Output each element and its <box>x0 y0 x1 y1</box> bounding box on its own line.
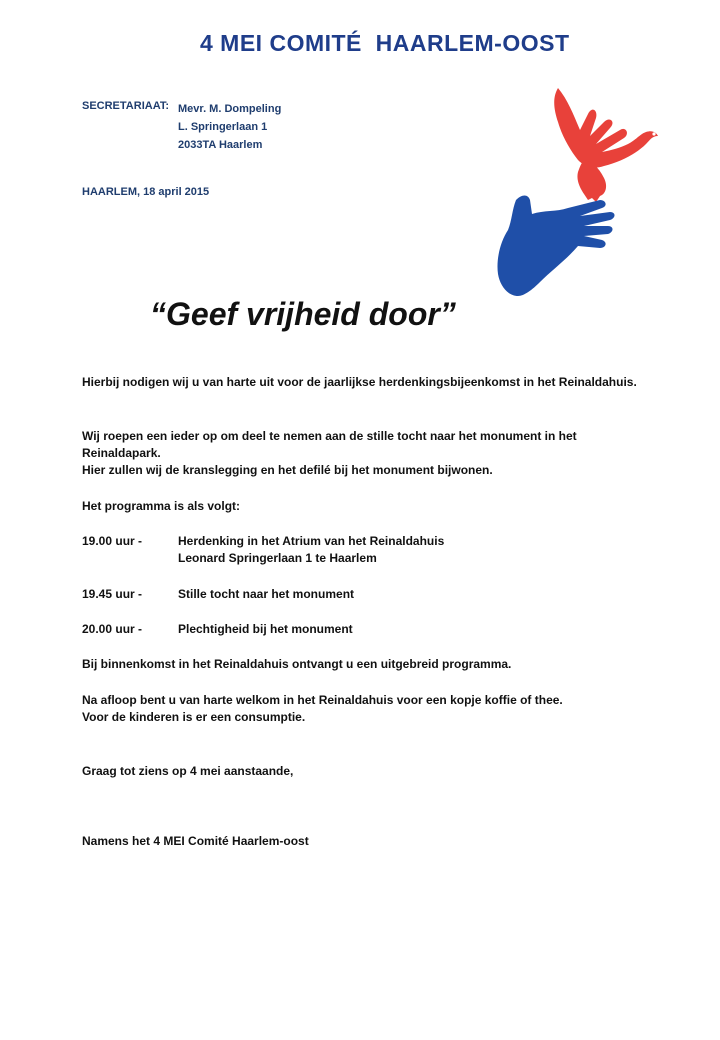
after-paragraph <box>82 692 642 726</box>
call-text-1: Wij roepen een ieder op om deel te nemen aan de stille tocht naar het monument in het Reinaldapark. <box>82 429 577 460</box>
program-time: 20.00 uur - <box>82 622 143 636</box>
secretariat-address <box>178 100 281 154</box>
dove-hands-icon <box>480 70 680 320</box>
after-text-1: Na afloop bent u van harte welkom in het Reinaldahuis voor een kopje koffie of thee. <box>82 693 563 707</box>
invite-text: Hierbij nodigen wij u van harte uit voor de jaarlijkse herdenkingsbijeenkomst in het Reinaldahuis. <box>82 375 637 389</box>
call-text-2: Hier zullen wij de kranslegging en het defilé bij het monument bijwonen. <box>82 463 493 477</box>
signature-line: Namens het 4 MEI Comité Haarlem-oost <box>82 834 309 848</box>
address-line-street: L. Springerlaan 1 <box>178 121 268 133</box>
slogan: “Geef vrijheid door” <box>150 296 456 332</box>
program-time: 19.45 uur - <box>82 587 143 601</box>
program-desc: Stille tocht naar het monument <box>178 587 355 601</box>
invite-paragraph <box>82 374 642 391</box>
program-time: 19.00 uur - <box>82 534 143 548</box>
address-line-name: Mevr. M. Dompeling <box>178 103 282 115</box>
call-paragraph <box>82 428 642 479</box>
arrival-paragraph: Bij binnenkomst in het Reinaldahuis ontvangt u een uitgebreid programma. <box>82 657 512 671</box>
after-text-2: Voor de kinderen is er een consumptie. <box>82 710 306 724</box>
program-desc: Herdenking in het Atrium van het Reinaldahuis <box>178 534 445 548</box>
program-desc: Plechtigheid bij het monument <box>178 622 353 636</box>
program-intro: Het programma is als volgt: <box>82 499 241 513</box>
page-title: 4 MEI COMITÉ HAARLEM-OOST <box>200 30 570 56</box>
address-line-city: 2033TA Haarlem <box>178 139 263 151</box>
secretariat-label: SECRETARIAAT: <box>82 100 169 112</box>
letter-date: HAARLEM, 18 april 2015 <box>82 186 210 198</box>
program-desc-line2: Leonard Springerlaan 1 te Haarlem <box>178 551 377 565</box>
closing-line: Graag tot ziens op 4 mei aanstaande, <box>82 764 294 778</box>
